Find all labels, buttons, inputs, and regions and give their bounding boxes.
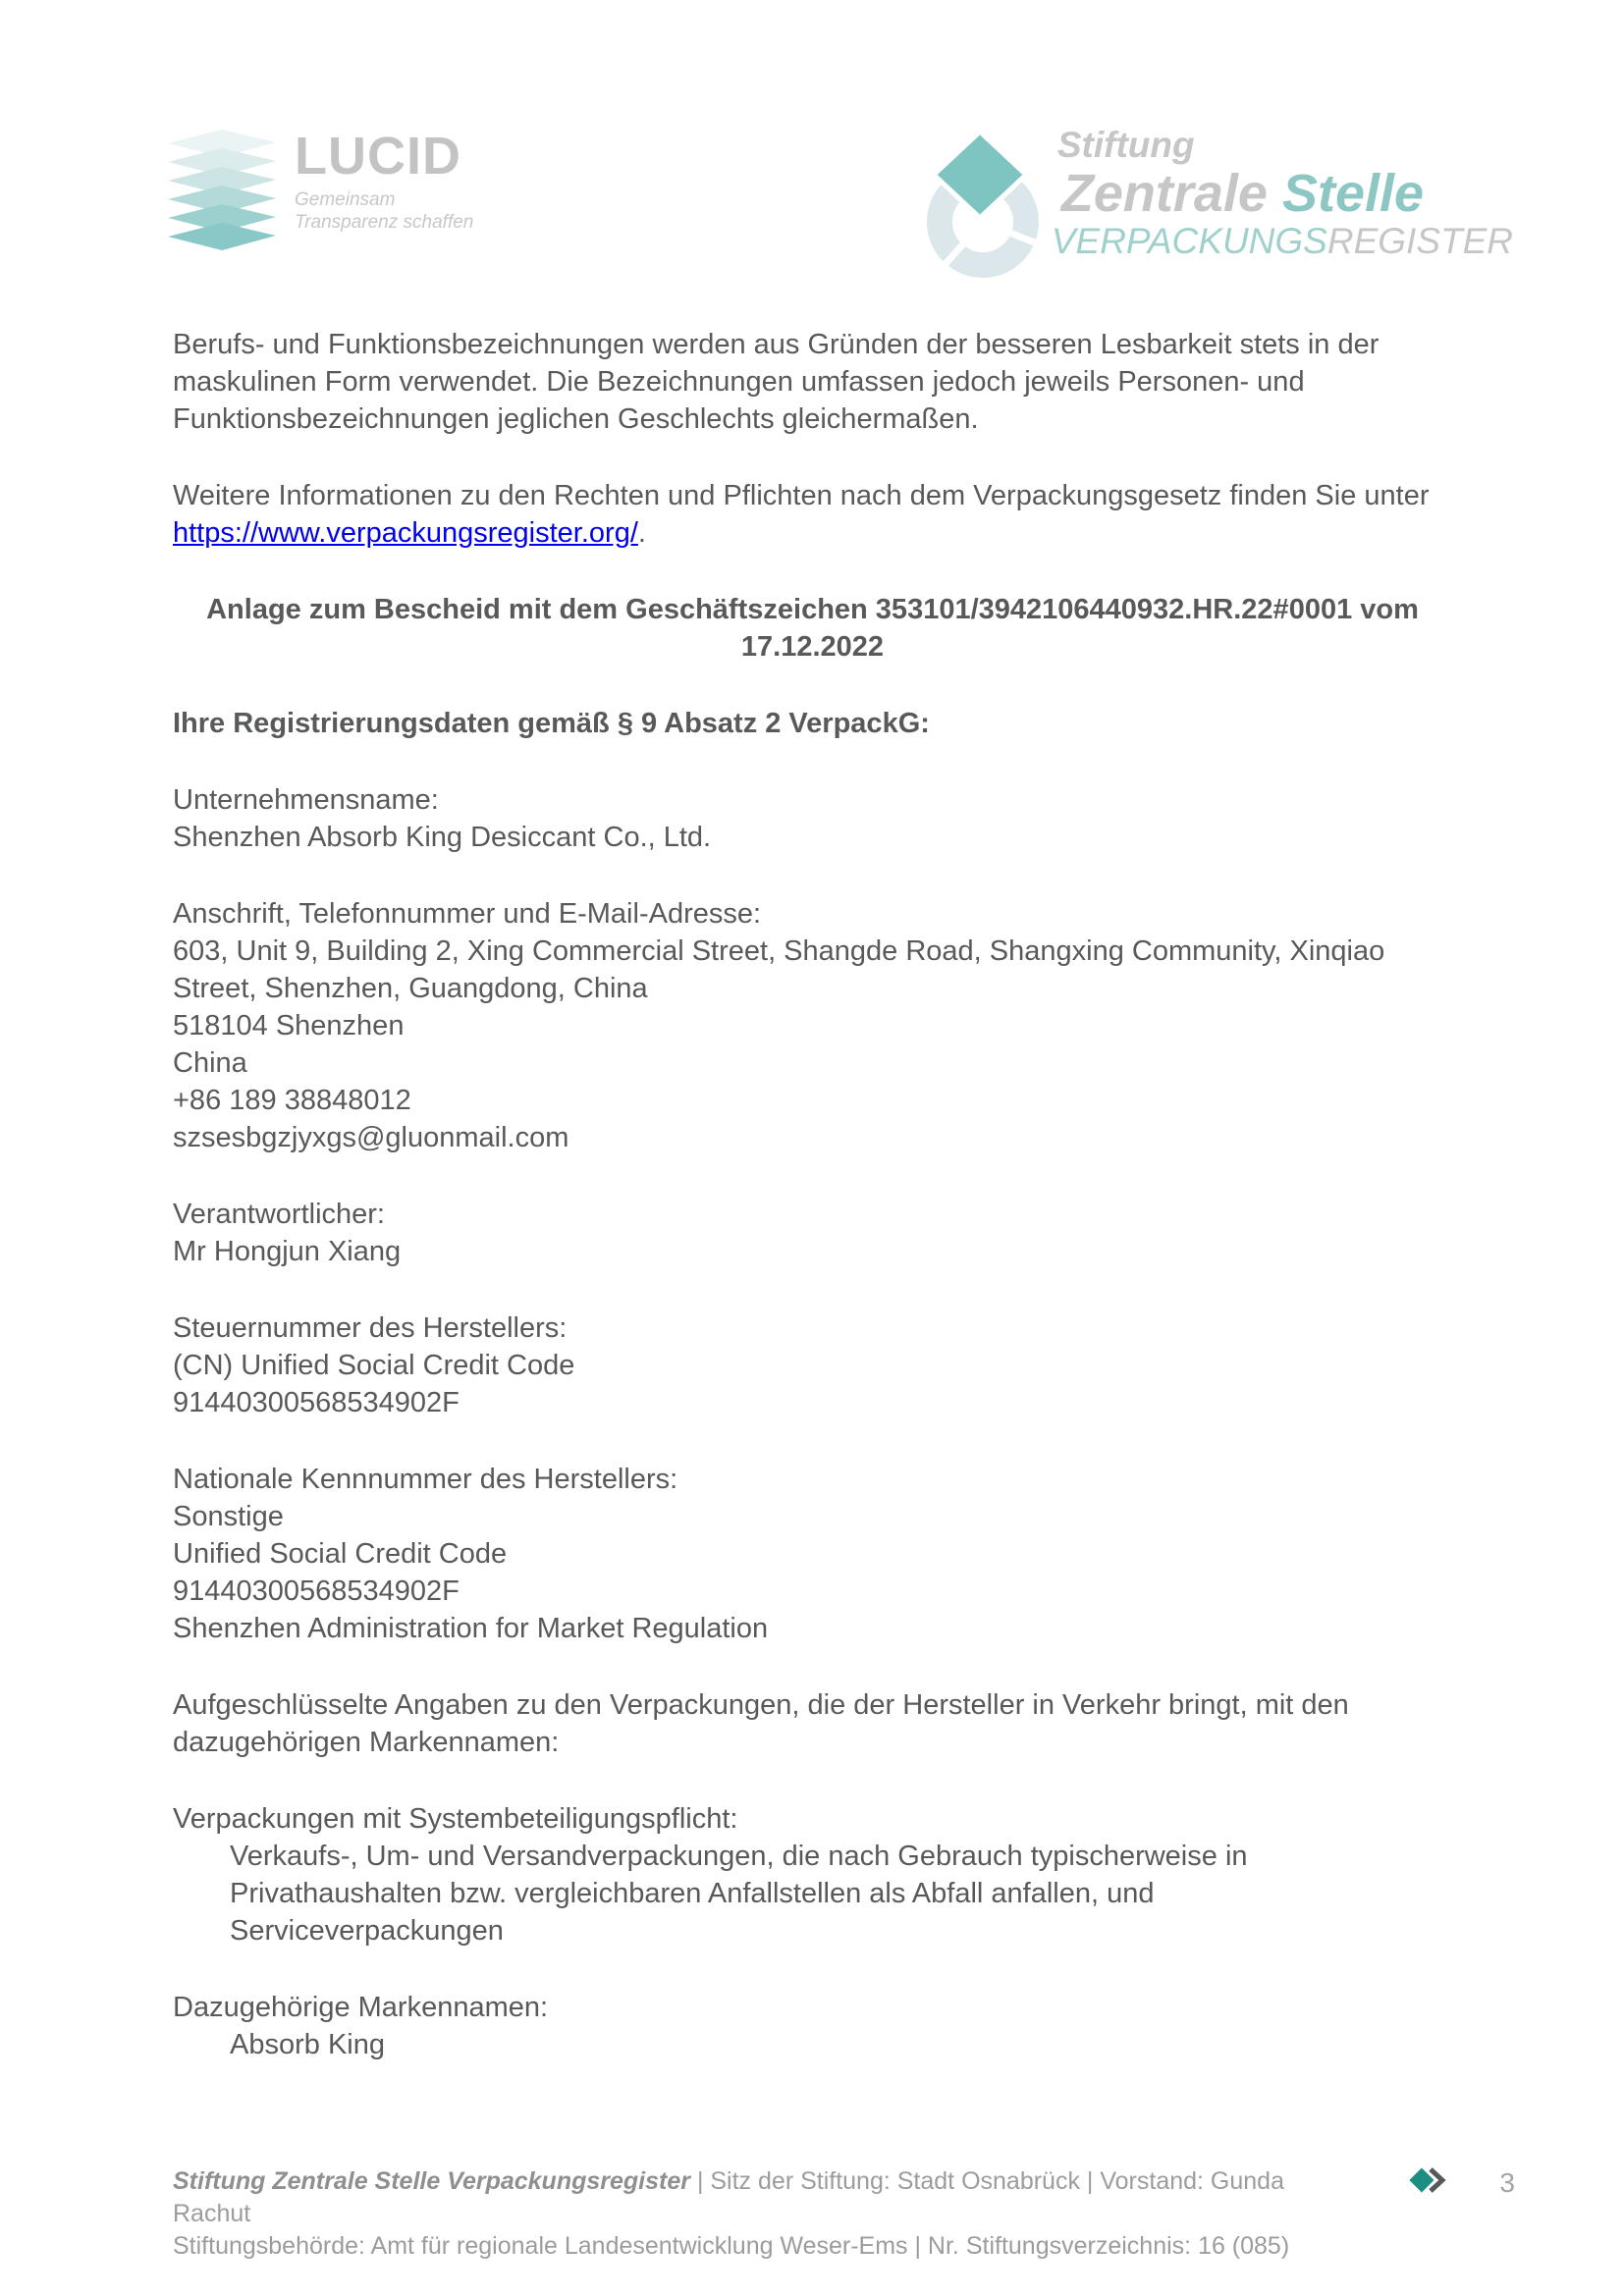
footer-text (173, 2165, 1302, 2263)
field-value: 91440300568534902F (173, 1575, 460, 1607)
zsvr-ring-diamond-icon (926, 126, 1042, 288)
verpackungsregister-link[interactable]: https://www.verpackungsregister.org/ (173, 517, 638, 549)
field-value: Sonstige (173, 1501, 284, 1532)
field-address-contact (173, 895, 1452, 1156)
field-label: Steuernummer des Herstellers: (173, 1312, 568, 1344)
field-brand-names (173, 1989, 1452, 2063)
zsvr-verpackungsregister-text: VERPACKUNGSREGISTER (1051, 221, 1513, 261)
subject-heading: Anlage zum Bescheid mit dem Geschäftszeichen 353101/3942106440932.HR.22#0001 vom 17.12.2022 (206, 594, 1419, 663)
field-value: Shenzhen Administration for Market Regulation (173, 1613, 769, 1644)
field-value-phone: +86 189 38848012 (173, 1085, 411, 1116)
field-label: Unternehmensname: (173, 784, 439, 816)
zsvr-logo (926, 126, 1513, 288)
lucid-logo (167, 127, 474, 260)
field-value: Mr Hongjun Xiang (173, 1236, 402, 1267)
field-value: 91440300568534902F (173, 1387, 460, 1418)
field-label: Verantwortlicher: (173, 1199, 385, 1230)
packaging-intro-paragraph: Aufgeschlüsselte Angaben zu den Verpackungen, die der Hersteller in Verkehr bringt, mit den dazugehörigen Markennamen: (173, 1689, 1349, 1758)
lucid-logo-text (295, 127, 474, 234)
footer-page-indicator (1409, 2164, 1515, 2201)
lucid-tagline: Gemeinsam Transparenz schaffen (295, 189, 474, 233)
field-label: Verpackungen mit Systembeteiligungspflicht: (173, 1803, 738, 1835)
field-value: Shenzhen Absorb King Desiccant Co., Ltd. (173, 822, 712, 853)
diamond-chevron-icon (1409, 2164, 1454, 2201)
field-value: Verkaufs-, Um- und Versandverpackungen, die nach Gebrauch typischerweise in (230, 1841, 1248, 1872)
field-value: Unified Social Credit Code (173, 1538, 508, 1570)
document-body (173, 326, 1452, 2103)
gender-note-paragraph: Berufs- und Funktionsbezeichnungen werden aus Gründen der besseren Lesbarkeit stets in der maskulinen Form verwendet. Die Bezeichnungen umfassen jedoch jeweils Personen- und Funktionsbezeichnungen jeglichen Geschlechts gleichermaßen. (173, 329, 1380, 435)
field-value-email: szsesbgzjyxgs@gluonmail.com (173, 1122, 569, 1153)
field-national-id (173, 1461, 1452, 1647)
footer-line2: Stiftungsbehörde: Amt für regionale Landesentwicklung Weser-Ems | Nr. Stiftungsverzeichnis: 16 (085) (173, 2232, 1290, 2260)
zsvr-zentrale-stelle-text: Zentrale Stelle (1060, 164, 1425, 223)
field-value: Street, Shenzhen, Guangdong, China (173, 973, 648, 1004)
lucid-title: LUCID (295, 127, 461, 186)
field-value: 518104 Shenzhen (173, 1010, 405, 1041)
zsvr-stiftung-text: Stiftung (1056, 125, 1195, 165)
field-value: Serviceverpackungen (230, 1915, 504, 1947)
footer-line1: Stiftung Zentrale Stelle Verpackungsregister | Sitz der Stiftung: Stadt Osnabrück | Vorstand: Gunda Rachut (173, 2167, 1284, 2227)
field-value: Absorb King (230, 2029, 385, 2060)
info-paragraph: Weitere Informationen zu den Rechten und Pflichten nach dem Verpackungsgesetz finden Sie unter https://www.verpackungsregister.org/. (173, 480, 1430, 549)
field-label: Nationale Kennnummer des Herstellers: (173, 1464, 678, 1495)
page-number: 3 (1499, 2166, 1515, 2198)
field-label: Anschrift, Telefonnummer und E-Mail-Adresse: (173, 898, 762, 930)
field-value: (CN) Unified Social Credit Code (173, 1350, 575, 1381)
field-company-name (173, 781, 1452, 856)
field-tax-number (173, 1309, 1452, 1421)
registration-data-heading: Ihre Registrierungsdaten gemäß § 9 Absatz 2 VerpackG: (173, 708, 930, 739)
field-value: China (173, 1047, 247, 1079)
field-value: 603, Unit 9, Building 2, Xing Commercial Street, Shangde Road, Shangxing Community, Xinqiao (173, 935, 1385, 967)
field-label: Dazugehörige Markennamen: (173, 1992, 549, 2023)
lucid-stack-icon (167, 130, 277, 260)
field-system-participation-packaging (173, 1800, 1452, 1949)
field-responsible-person (173, 1196, 1452, 1270)
field-value: Privathaushalten bzw. vergleichbaren Anfallstellen als Abfall anfallen, und (230, 1878, 1155, 1909)
zsvr-logo-text (1052, 126, 1513, 261)
